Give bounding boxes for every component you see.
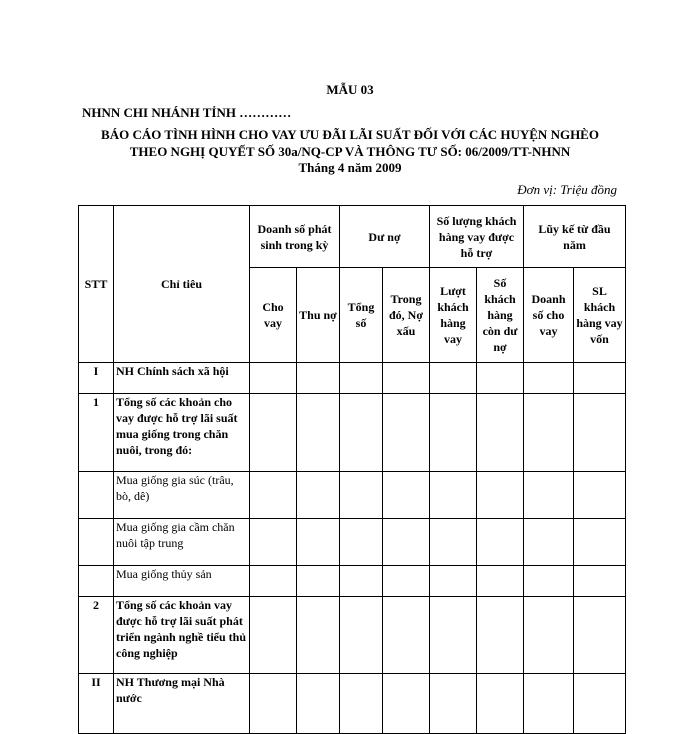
report-period: Tháng 4 năm 2009 <box>298 160 402 175</box>
sub-collection-header: Thu nợ <box>297 268 340 363</box>
table-row <box>79 519 626 566</box>
cell <box>340 394 383 472</box>
cell <box>574 566 626 597</box>
cell <box>524 519 574 566</box>
cell <box>250 472 297 519</box>
report-title-line-1: BÁO CÁO TÌNH HÌNH CHO VAY ƯU ĐÃI LÃI SUẤT ĐỐI VỚI CÁC HUYỆN NGHÈO <box>101 127 599 142</box>
cell <box>524 597 574 674</box>
cell <box>574 674 626 734</box>
sub-total-header: Tổng số <box>340 268 383 363</box>
sub-customer-turns-header: Lượt khách hàng vay <box>430 268 477 363</box>
row-stt: II <box>79 674 114 734</box>
cell <box>430 597 477 674</box>
sub-borrowing-customers-header: SL khách hàng vay vốn <box>574 268 626 363</box>
sub-bad-debt-header: Trong đó, Nợ xấu <box>383 268 430 363</box>
cell <box>477 394 524 472</box>
group-cumulative-header: Lũy kế từ đầu năm <box>524 206 626 268</box>
row-label: Tổng số các khoản cho vay được hỗ trợ lãi suất mua giống trong chăn nuôi, trong đó: <box>114 394 250 472</box>
cell <box>297 597 340 674</box>
row-stt: 2 <box>79 597 114 674</box>
cell <box>430 472 477 519</box>
cell <box>477 674 524 734</box>
cell <box>574 472 626 519</box>
cell <box>524 566 574 597</box>
sub-customers-outstanding-header: Số khách hàng còn dư nợ <box>477 268 524 363</box>
cell <box>250 394 297 472</box>
form-code: MẪU 03 <box>326 82 374 97</box>
sub-lending-turnover-header: Doanh số cho vay <box>524 268 574 363</box>
cell <box>383 674 430 734</box>
report-title-line-2: THEO NGHỊ QUYẾT SỐ 30a/NQ-CP VÀ THÔNG TƯ SỐ: 06/2009/TT-NHNN <box>129 144 571 159</box>
row-label: Mua giống thủy sản <box>114 566 250 597</box>
cell <box>297 519 340 566</box>
cell <box>430 519 477 566</box>
cell <box>340 519 383 566</box>
cell <box>383 566 430 597</box>
branch-name: NHNN CHI NHÁNH TỈNH ………… <box>82 105 292 120</box>
cell <box>477 597 524 674</box>
row-stt <box>79 472 114 519</box>
cell <box>297 394 340 472</box>
cell <box>477 363 524 394</box>
unit-label: Đơn vị: Triệu đồng <box>517 182 617 197</box>
row-label: NH Chính sách xã hội <box>114 363 250 394</box>
cell <box>574 363 626 394</box>
cell <box>250 597 297 674</box>
cell <box>340 472 383 519</box>
table-row <box>79 363 626 394</box>
cell <box>383 363 430 394</box>
cell <box>340 363 383 394</box>
group-debt-header: Dư nợ <box>340 206 430 268</box>
cell <box>250 566 297 597</box>
cell <box>574 394 626 472</box>
cell <box>250 674 297 734</box>
cell <box>430 363 477 394</box>
cell <box>383 472 430 519</box>
row-label: Mua giống gia súc (trâu, bò, dê) <box>114 472 250 519</box>
cell <box>430 394 477 472</box>
cell <box>574 519 626 566</box>
group-turnover-header: Doanh số phát sinh trong kỳ <box>250 206 340 268</box>
row-stt <box>79 566 114 597</box>
row-stt: 1 <box>79 394 114 472</box>
cell <box>297 674 340 734</box>
cell <box>524 394 574 472</box>
cell <box>477 519 524 566</box>
cell <box>383 394 430 472</box>
header-row-1 <box>79 206 626 268</box>
cell <box>524 674 574 734</box>
col-stt-header: STT <box>79 206 114 363</box>
report-table <box>78 205 626 734</box>
sub-lending-header: Cho vay <box>250 268 297 363</box>
cell <box>297 363 340 394</box>
row-stt: I <box>79 363 114 394</box>
table-row <box>79 472 626 519</box>
row-stt <box>79 519 114 566</box>
row-label: Tổng số các khoản vay được hỗ trợ lãi suất phát triển ngành nghề tiểu thủ công nghiệp <box>114 597 250 674</box>
cell <box>383 519 430 566</box>
cell <box>297 566 340 597</box>
table-row <box>79 597 626 674</box>
table-row <box>79 674 626 734</box>
cell <box>430 566 477 597</box>
cell <box>477 566 524 597</box>
cell <box>340 566 383 597</box>
row-label: Mua giống gia cầm chăn nuôi tập trung <box>114 519 250 566</box>
cell <box>574 597 626 674</box>
row-label: NH Thương mại Nhà nước <box>114 674 250 734</box>
cell <box>297 472 340 519</box>
cell <box>524 363 574 394</box>
col-indicator-header: Chỉ tiêu <box>114 206 250 363</box>
cell <box>477 472 524 519</box>
cell <box>430 674 477 734</box>
cell <box>340 674 383 734</box>
cell <box>524 472 574 519</box>
cell <box>340 597 383 674</box>
cell <box>250 519 297 566</box>
group-customers-header: Số lượng khách hàng vay được hỗ trợ <box>430 206 524 268</box>
table-row <box>79 566 626 597</box>
table-row <box>79 394 626 472</box>
cell <box>250 363 297 394</box>
cell <box>383 597 430 674</box>
